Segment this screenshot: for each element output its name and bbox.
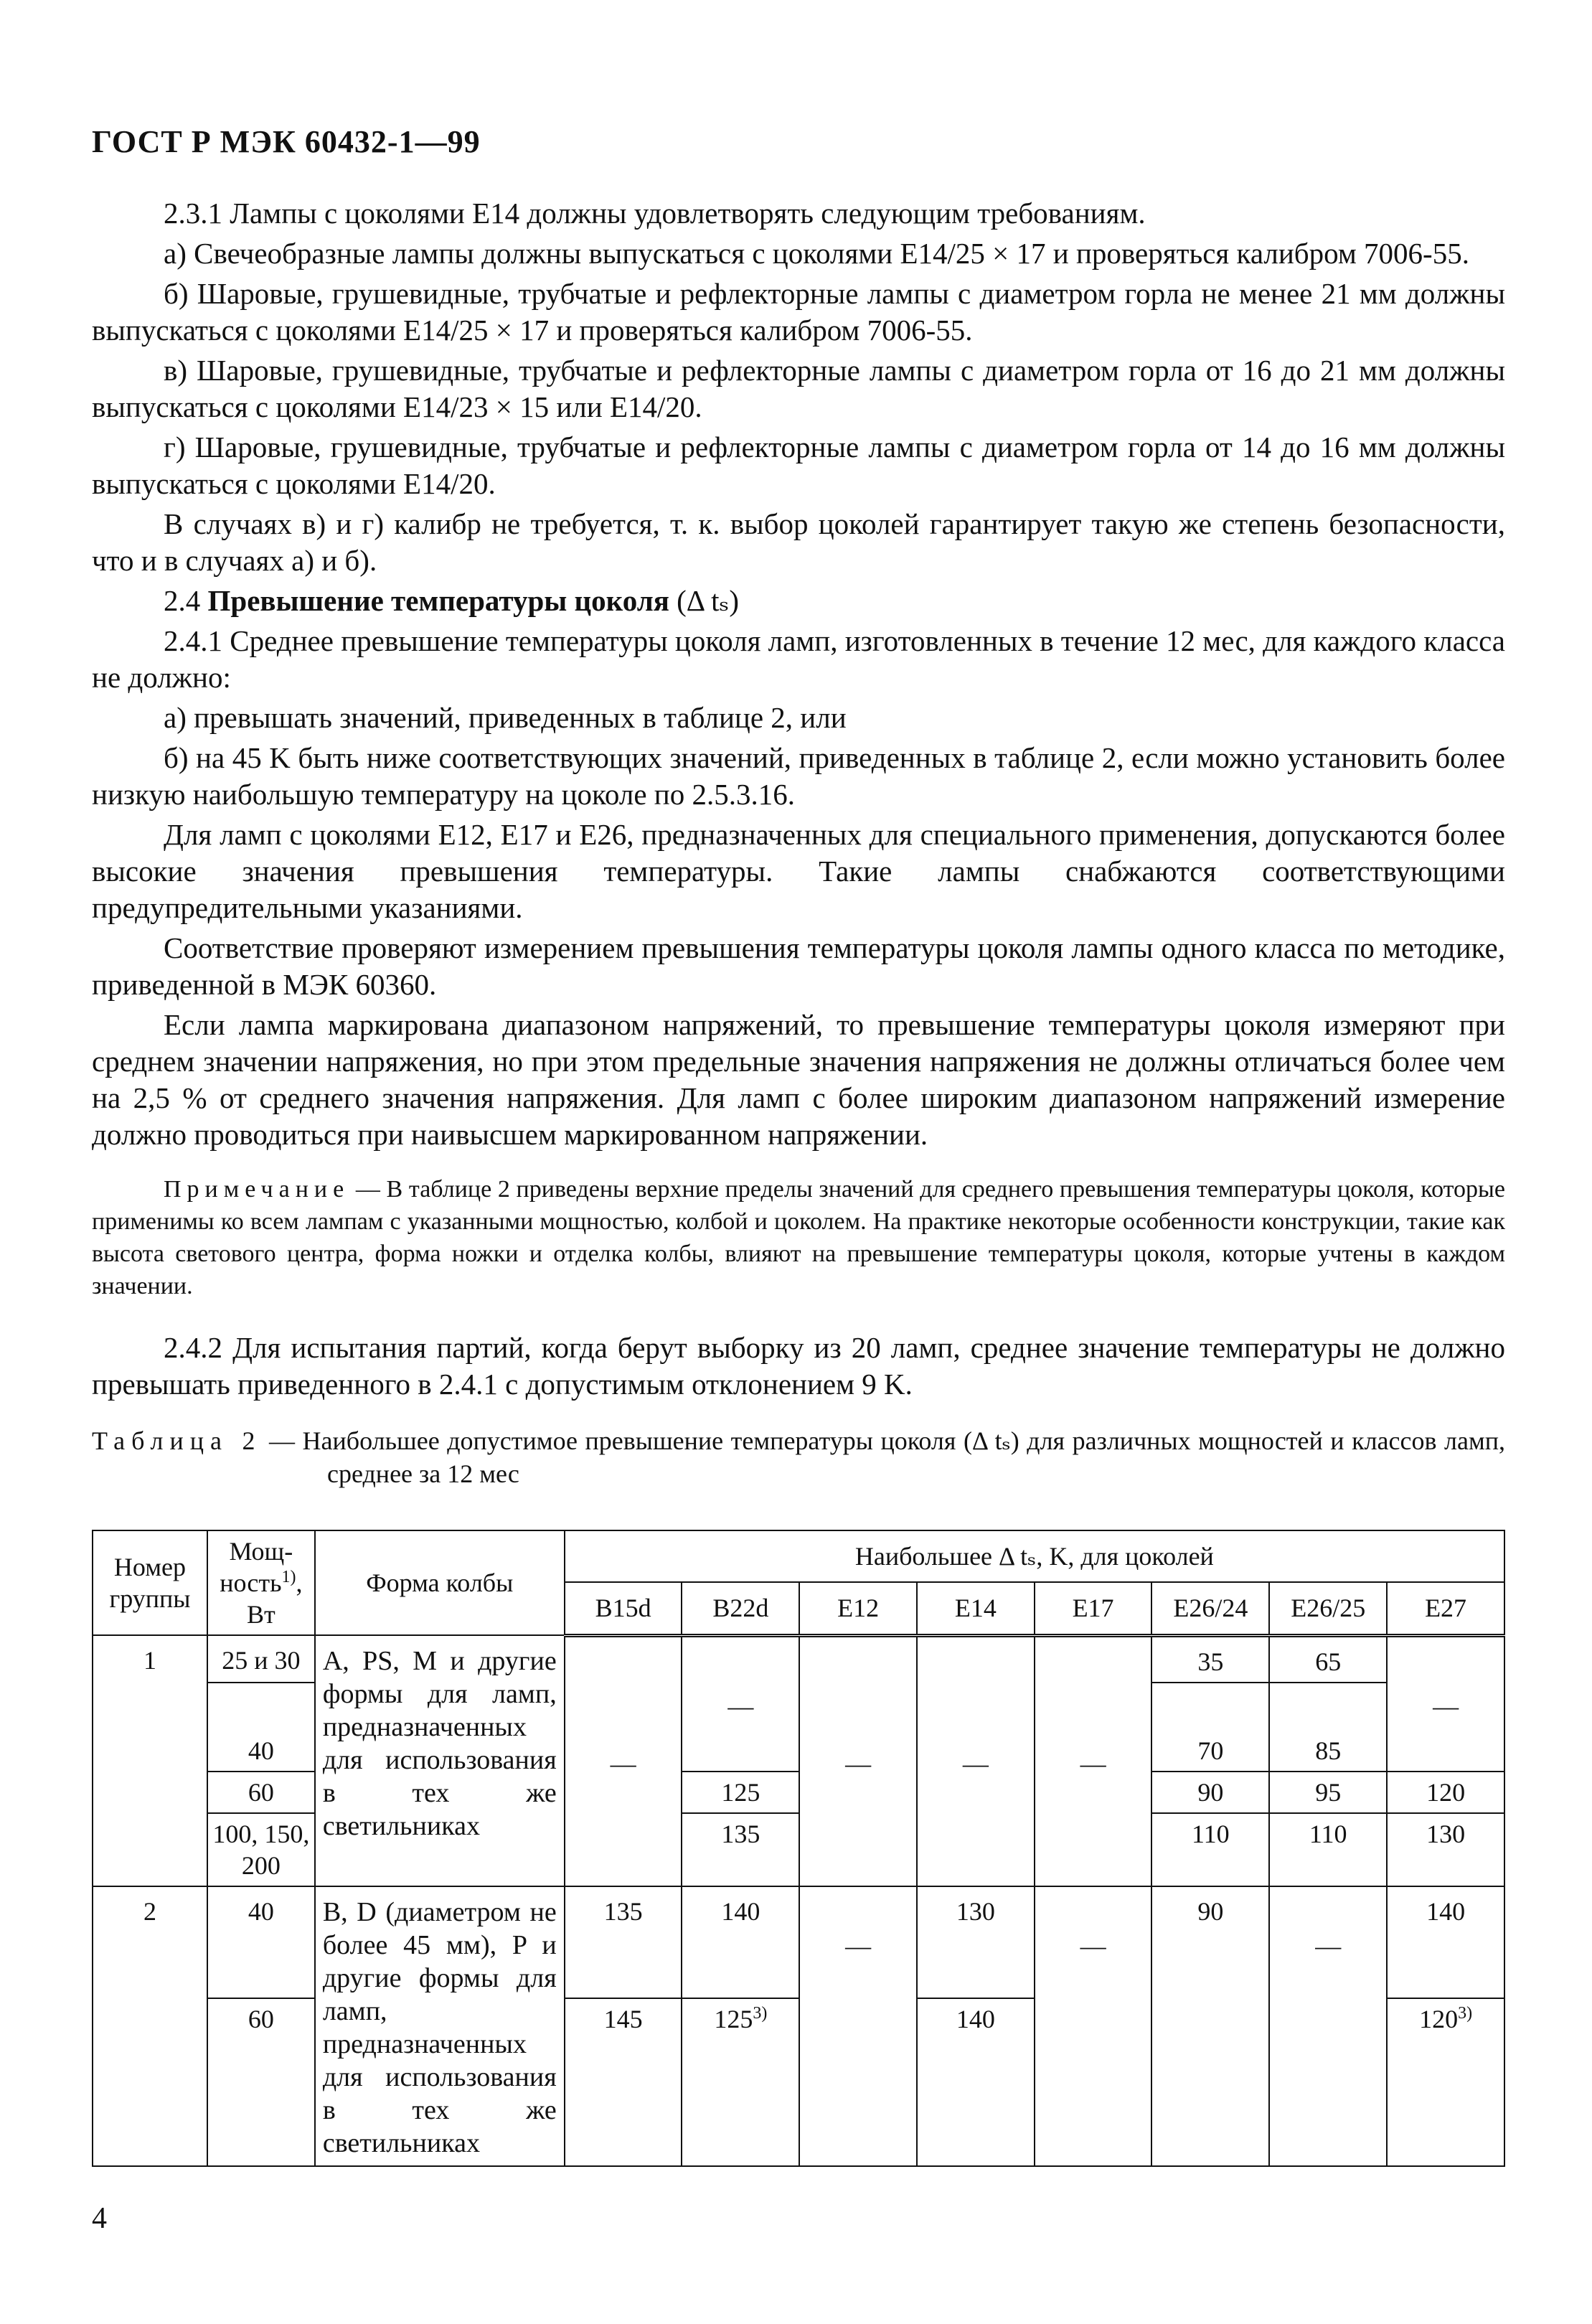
- header-cap: B15d: [565, 1582, 682, 1635]
- note-text: — В таблице 2 приведены верхние пределы значений для среднего превышения температуры цоколя, которые применимы ко всем лампам с указанными мощностью, колбой и цоколем. На практике некоторые особенности конструкции, такие как высота светового центра, форма ножки и отделка колбы, влияют на превышение температуры цоколя, которые учтены в каждом значении.: [92, 1176, 1505, 1299]
- value-cell: —: [682, 1635, 799, 1772]
- paragraph: б) Шаровые, грушевидные, трубчатые и рефлекторные лампы с диаметром горла не менее 21 мм должны выпускаться с цоколями E14/25 × 17 и проверяться калибром 7006-55.: [92, 277, 1505, 347]
- table-row: [93, 1886, 1504, 1998]
- paragraph: 2.4.1 Среднее превышение температуры цоколя ламп, изготовленных в течение 12 мес, для каждого класса не должно:: [92, 624, 1505, 694]
- value-cell: —: [917, 1635, 1035, 1886]
- power-cell: 100, 150, 200: [207, 1813, 315, 1886]
- paragraph: в) Шаровые, грушевидные, трубчатые и рефлекторные лампы с диаметром горла от 16 до 21 мм должны выпускаться с цоколями E14/23 × 15 или E14/20.: [92, 354, 1505, 423]
- value-cell: —: [1269, 1886, 1387, 2166]
- value-cell: 85: [1269, 1683, 1387, 1772]
- paragraph: г) Шаровые, грушевидные, трубчатые и рефлекторные лампы с диаметром горла от 14 до 16 мм должны выпускаться с цоколями E14/20.: [92, 431, 1505, 500]
- value-cell: 140: [682, 1886, 799, 1998]
- section-symbol: (Δ tₛ): [677, 584, 740, 617]
- header-cap: E26/24: [1151, 1582, 1269, 1635]
- value-cell: 90: [1151, 1772, 1269, 1813]
- bulb-form-cell: B, D (диаметром не более 45 мм), P и другие формы для ламп, предназначенных для использования в тех же светильниках: [315, 1886, 565, 2166]
- value-cell: 135: [565, 1886, 682, 1998]
- paragraph: а) Свечеобразные лампы должны выпускаться с цоколями E14/25 × 17 и проверяться калибром 7006-55.: [164, 237, 1469, 270]
- value-cell: —: [1035, 1635, 1152, 1886]
- base-temperature-table: [92, 1530, 1505, 2167]
- paragraph: 2.4.2 Для испытания партий, когда берут выборку из 20 ламп, среднее значение температуры не должно превышать приведенного в 2.4.1 с допустимым отклонением 9 K.: [92, 1331, 1505, 1401]
- power-cell: 60: [207, 1772, 315, 1813]
- value-cell: 120$^{3)}$: [1387, 1998, 1504, 2166]
- value-cell: —: [1387, 1635, 1504, 1772]
- value-cell: —: [1035, 1886, 1152, 2166]
- standard-header: ГОСТ Р МЭК 60432-1—99: [92, 124, 481, 159]
- value-cell: 135: [682, 1813, 799, 1886]
- value-cell: 140: [917, 1998, 1035, 2166]
- group-number: 2: [93, 1886, 207, 2166]
- table-row: [93, 1635, 1504, 1683]
- value-cell: 140: [1387, 1886, 1504, 1998]
- table-row: [93, 1772, 1504, 1813]
- paragraph: Если лампа маркирована диапазоном напряжений, то превышение температуры цоколя измеряют при среднем значении напряжения, но при этом предельные значения напряжения не должны отличаться более чем на 2,5 % от среднего значения напряжения. Для ламп с более широким диапазоном напряжений измерение должно проводиться при наивысшем маркированном напряжении.: [92, 1008, 1505, 1151]
- paragraph: а) превышать значений, приведенных в таблице 2, или: [164, 701, 847, 734]
- header-group: Номер группы: [93, 1530, 207, 1635]
- section-heading: [92, 583, 1505, 619]
- value-cell: 130: [1387, 1813, 1504, 1886]
- value-cell: —: [799, 1635, 917, 1886]
- header-cap: E12: [799, 1582, 917, 1635]
- header-cap: B22d: [682, 1582, 799, 1635]
- value-cell: —: [799, 1886, 917, 2166]
- header-power: Мощ-ность$^{1)}$, Вт: [207, 1530, 315, 1635]
- power-cell: 25 и 30: [207, 1635, 315, 1683]
- value-cell: 95: [1269, 1772, 1387, 1813]
- value-cell: 90: [1151, 1886, 1269, 2166]
- paragraph: Для ламп с цоколями E12, E17 и E26, предназначенных для специального применения, допускаются более высокие значения превышения температуры. Такие лампы снабжаются соответствующими предупредительными указаниями.: [92, 818, 1505, 924]
- header-cap: E17: [1035, 1582, 1152, 1635]
- header-form: Форма колбы: [315, 1530, 565, 1635]
- value-cell: 125: [682, 1772, 799, 1813]
- power-cell: 40: [207, 1683, 315, 1772]
- paragraph: Соответствие проверяют измерением превышения температуры цоколя лампы одного класса по методике, приведенной в МЭК 60360.: [92, 931, 1505, 1001]
- section-number: 2.4: [164, 584, 201, 617]
- value-cell: 70: [1151, 1683, 1269, 1772]
- note: [92, 1173, 1505, 1302]
- group-number: 1: [93, 1635, 207, 1886]
- power-cell: 40: [207, 1886, 315, 1998]
- value-cell: 35: [1151, 1635, 1269, 1683]
- value-cell: 110: [1151, 1813, 1269, 1886]
- document-body: [92, 195, 1505, 1494]
- page-number: 4: [92, 2202, 107, 2235]
- caption-text: — Наибольшее допустимое превышение температуры цоколя (Δ tₛ) для различных мощностей и классов ламп, среднее за 12 мес: [261, 1426, 1506, 1488]
- header-max-delta: Наибольшее Δ tₛ, K, для цоколей: [565, 1530, 1504, 1582]
- header-cap: E14: [917, 1582, 1035, 1635]
- value-cell: 125$^{3)}$: [682, 1998, 799, 2166]
- caption-label: Таблица 2: [92, 1426, 262, 1455]
- value-cell: 65: [1269, 1635, 1387, 1683]
- paragraph: 2.3.1 Лампы с цоколями E14 должны удовлетворять следующим требованиям.: [164, 197, 1146, 230]
- value-cell: 110: [1269, 1813, 1387, 1886]
- value-cell: 145: [565, 1998, 682, 2166]
- table-row: [93, 1813, 1504, 1886]
- table-caption: [92, 1424, 1505, 1490]
- header-cap: E26/25: [1269, 1582, 1387, 1635]
- table-header-row: [93, 1530, 1504, 1582]
- header-cap: E27: [1387, 1582, 1504, 1635]
- paragraph: В случаях в) и г) калибр не требуется, т. к. выбор цоколей гарантирует такую же степень безопасности, что и в случаях а) и б).: [92, 507, 1505, 577]
- value-cell: —: [565, 1635, 682, 1886]
- value-cell: 130: [917, 1886, 1035, 1998]
- paragraph: б) на 45 K быть ниже соответствующих значений, приведенных в таблице 2, если можно установить более низкую наибольшую температуру на цоколе по 2.5.3.16.: [92, 741, 1505, 811]
- section-title: Превышение температуры цоколя: [207, 584, 669, 617]
- power-cell: 60: [207, 1998, 315, 2166]
- note-label: Примечание: [164, 1176, 350, 1203]
- value-cell: 120: [1387, 1772, 1504, 1813]
- bulb-form-cell: A, PS, M и другие формы для ламп, предназначенных для использования в тех же светильниках: [315, 1635, 565, 1886]
